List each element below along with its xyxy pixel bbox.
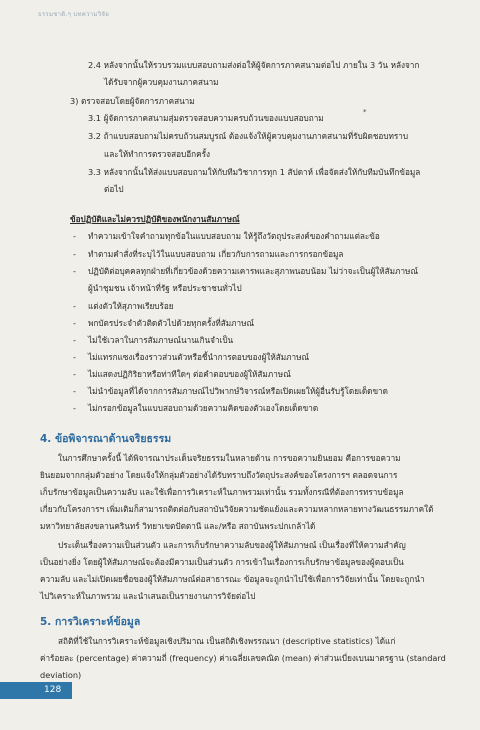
section-4-paragraph-1-line: ยินยอมจากกลุ่มตัวอย่าง โดยแจ้งให้กลุ่มตัวอย่างได้รับทราบถึงวัตถุประสงค์ของโครงการฯ ตลอดจนการ	[40, 470, 398, 480]
step-3-3-line-1: 3.3 หลังจากนั้นให้ส่งแบบสอบถามให้กับทีมวิชาการทุก 1 สัปดาห์ เพื่อจัดส่งให้กับทีมบันทึกข้อมูล	[88, 167, 421, 177]
step-2-4-line-2: ได้รับจากผู้ควบคุมงานภาคสนาม	[104, 77, 219, 87]
step-2-4-line-1: 2.4 หลังจากนั้นให้รวบรวมแบบสอบถามส่งต่อให้ผู้จัดการภาคสนามต่อไป ภายใน 3 วัน หลังจาก	[88, 60, 420, 70]
step-3-heading: 3) ตรวจสอบโดยผู้จัดการภาคสนาม	[70, 96, 195, 106]
section-4-paragraph-2-line: ไปวิเคราะห์ในภาพรวม และนำเสนอเป็นรายงานการวิจัยต่อไป	[40, 591, 256, 601]
bullet-dash: -	[73, 266, 76, 276]
section-4-heading: 4. ข้อพิจารณาด้านจริยธรรม	[40, 433, 172, 445]
step-3-3-line-2: ต่อไป	[104, 184, 124, 194]
bullet-dash: -	[73, 335, 76, 345]
rule-item-continuation: ผู้นำชุมชน เจ้าหน้าที่รัฐ หรือประชาชนทั่วไป	[88, 283, 242, 293]
rule-item: ไม่ใช้เวลาในการสัมภาษณ์นานเกินจำเป็น	[88, 335, 234, 345]
section-5-paragraph-line: ค่าร้อยละ (percentage) ค่าความถี่ (frequency) ค่าเฉลี่ยเลขคณิต (mean) ค่าส่วนเบี่ยงเบนมาตรฐาน (standard	[40, 653, 446, 663]
bullet-dash: -	[73, 301, 76, 311]
section-4-paragraph-1-line: ในการศึกษาครั้งนี้ ได้พิจารณาประเด็นจริยธรรมในหลายด้าน การขอความยินยอม คือการขอความ	[58, 453, 401, 463]
rule-item: ทำความเข้าใจคำถามทุกข้อในแบบสอบถาม ให้รู้ถึงวัตถุประสงค์ของคำถามแต่ละข้อ	[88, 231, 380, 241]
section-5-heading: 5. การวิเคราะห์ข้อมูล	[40, 616, 141, 628]
section-4-paragraph-2-line: เป็นอย่างยิ่ง โดยผู้ให้สัมภาษณ์จะต้องมีความเป็นส่วนตัว การเข้าในเรื่องการเก็บรักษาข้อมูลของผู้ตอบเป็น	[40, 557, 404, 567]
rule-item: พกบัตรประจำตัวติดตัวไปด้วยทุกครั้งที่สัมภาษณ์	[88, 318, 255, 328]
rule-item: ไม่นำข้อมูลที่ได้จากการสัมภาษณ์ไปวิพากษ์วิจารณ์หรือเปิดเผยให้ผู้อื่นรับรู้โดยเด็ดขาด	[88, 386, 388, 396]
page-number-tab	[0, 682, 72, 699]
rule-item: แต่งตัวให้สุภาพเรียบร้อย	[88, 301, 174, 311]
bullet-dash: -	[73, 249, 76, 259]
bullet-dash: -	[73, 403, 76, 413]
bullet-dash: -	[73, 318, 76, 328]
asterisk-mark: *	[363, 108, 367, 116]
page-number: 128	[44, 685, 62, 695]
step-3-2-line-2: และให้ทำการตรวจสอบอีกครั้ง	[104, 149, 211, 159]
section-4-paragraph-1-line: เก็บรักษาข้อมูลเป็นความลับ และใช้เพื่อการวิเคราะห์ในภาพรวมเท่านั้น รวมทั้งกรณีที่ต้องการทราบข้อมูล	[40, 487, 404, 497]
rules-title: ข้อปฏิบัติและไม่ควรปฏิบัติของพนักงานสัมภาษณ์	[70, 214, 240, 224]
running-header: ธรรมชาติ.ๆ บทความวิจัย	[38, 11, 110, 18]
step-3-1: 3.1 ผู้จัดการภาคสนามสุ่มตรวจสอบความครบถ้วนของแบบสอบถาม	[88, 113, 324, 123]
rule-item: ไม่แทรกแซงเรื่องราวส่วนตัวหรือชี้นำการตอบของผู้ให้สัมภาษณ์	[88, 352, 310, 362]
step-3-2-line-1: 3.2 ถ้าแบบสอบถามไม่ครบถ้วนสมบูรณ์ ต้องแจ้งให้ผู้ควบคุมงานภาคสนามที่รับผิดชอบทราบ	[88, 131, 409, 141]
bullet-dash: -	[73, 231, 76, 241]
rule-item: ทำตามคำสั่งที่ระบุไว้ในแบบสอบถาม เกี่ยวกับการถามและการกรอกข้อมูล	[88, 249, 344, 259]
section-5-paragraph-line: deviation)	[40, 670, 82, 680]
section-4-paragraph-2-line: ประเด็นเรื่องความเป็นส่วนตัว และการเก็บรักษาความลับของผู้ให้สัมภาษณ์ เป็นเรื่องที่ให้ความสำคัญ	[58, 540, 406, 550]
rule-item: ปฏิบัติต่อบุคคลทุกฝ่ายที่เกี่ยวข้องด้วยความเคารพและสุภาพนอบน้อม ไม่ว่าจะเป็นผู้ให้สัมภาษณ์	[88, 266, 419, 276]
rule-item: ไม่แสดงปฏิกิริยาหรือท่าทีใดๆ ต่อคำตอบของผู้ให้สัมภาษณ์	[88, 369, 291, 379]
section-4-paragraph-1-line: เกี่ยวกับโครงการฯ เพิ่มเติมก็สามารถติดต่อกับสถาบันวิจัยความชัดแย้งและความหลากหลายทางวัฒนธรรมภาคใต้	[40, 504, 434, 514]
section-4-paragraph-2-line: ความลับ และไม่เปิดเผยชื่อของผู้ให้สัมภาษณ์ต่อสาธารณะ ข้อมูลจะถูกนำไปใช้เพื่อการวิจัยเท่านั้น โดยจะถูกนำ	[40, 574, 425, 584]
section-4-paragraph-1-line: มหาวิทยาลัยสงขลานครินทร์ วิทยาเขตปัตตานี และ/หรือ สถาบันพระปกเกล้าได้	[40, 521, 316, 531]
section-5-paragraph-line: สถิติที่ใช้ในการวิเคราะห์ข้อมูลเชิงปริมาณ เป็นสถิติเชิงพรรณนา (descriptive statistics) ได้แก่	[58, 636, 396, 646]
bullet-dash: -	[73, 352, 76, 362]
bullet-dash: -	[73, 386, 76, 396]
rule-item: ไม่กรอกข้อมูลในแบบสอบถามด้วยความคิดของตัวเองโดยเด็ดขาด	[88, 403, 319, 413]
bullet-dash: -	[73, 369, 76, 379]
